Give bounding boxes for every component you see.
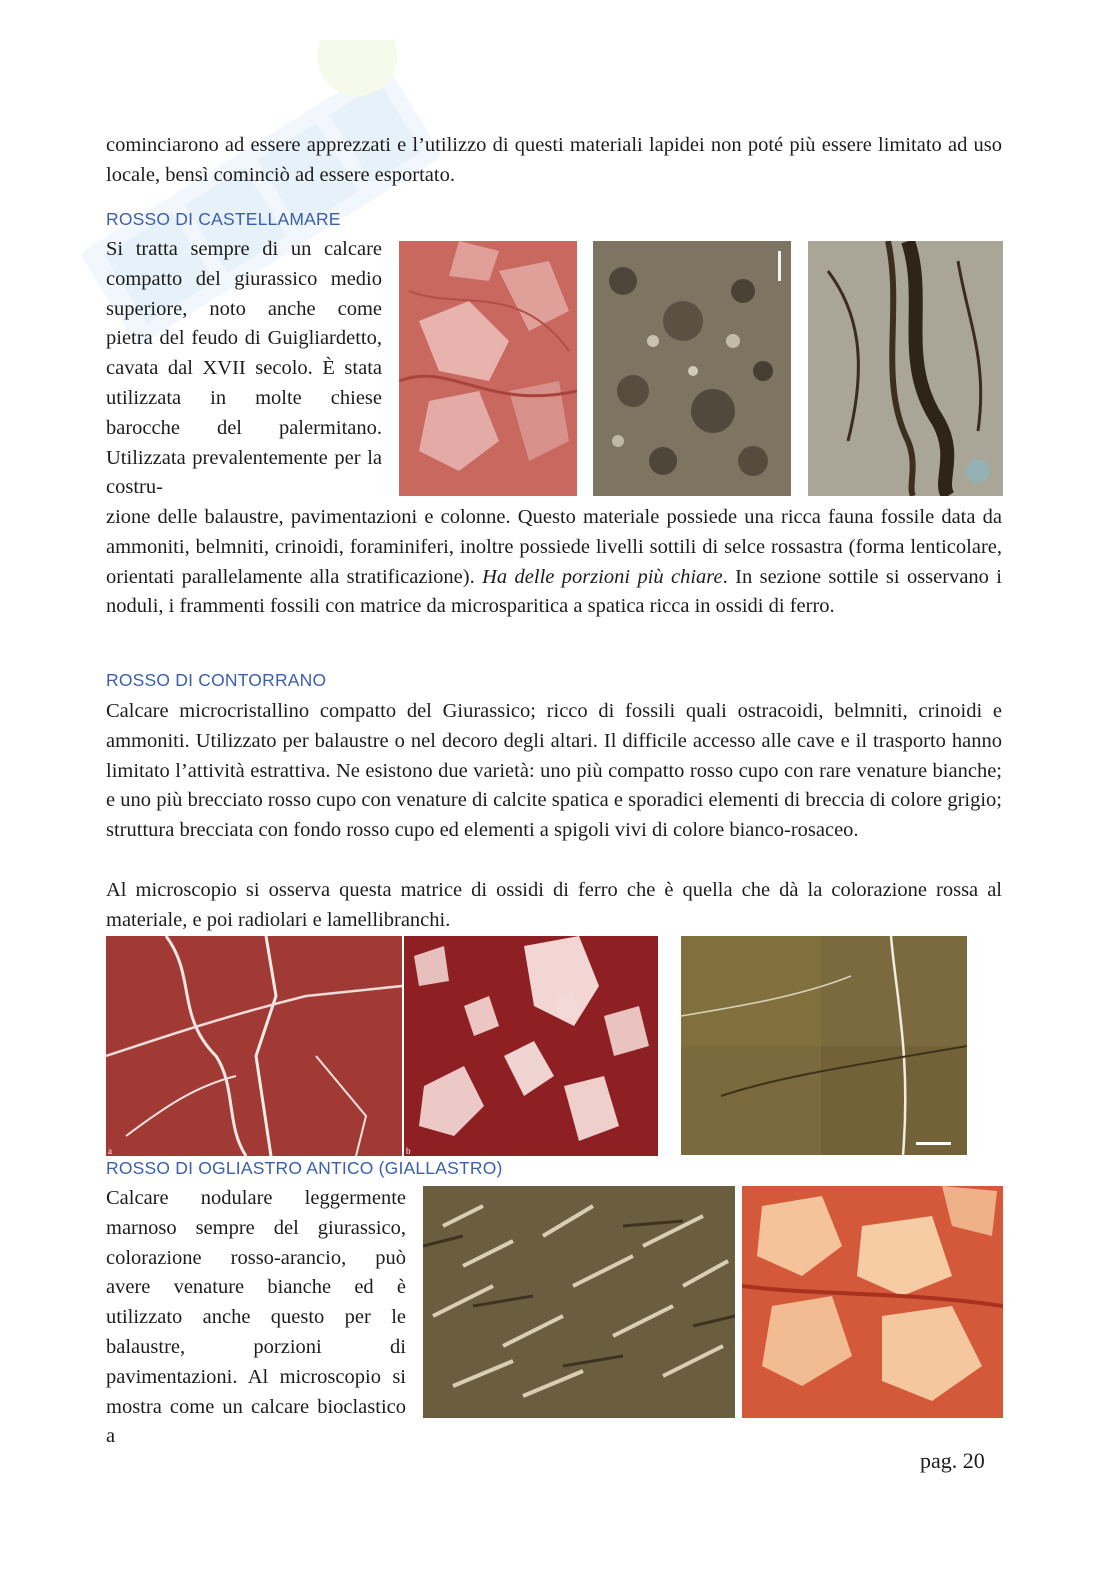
- contorrano-breccia-photo: [404, 936, 658, 1156]
- contorrano-microscope-photo: [681, 936, 967, 1155]
- castellamare-microscope-photo-2: [808, 241, 1003, 496]
- intro-paragraph: cominciarono ad essere apprezzati e l’utilizzo di questi materiali lapidei non poté più essere limitato ad uso locale, bensì cominciò ad essere esportato.: [106, 134, 1002, 186]
- section-heading-castellamare: ROSSO DI CASTELLAMARE: [106, 209, 341, 229]
- page-number: pag. 20: [920, 1448, 985, 1473]
- castellamare-text-full: zione delle balaustre, pavimentazioni e colonne. Questo materiale possiede una ricca fauna fossile data da ammoniti, belmniti, crinoidi, foraminiferi, inoltre possiede livelli sottili di selce rossastra (forma lenticolare, orientati parallelamente alla stratificazione).: [106, 506, 1002, 588]
- castellamare-wrap-text: Si tratta sempre di un calcare compatto del giurassico medio superiore, noto anche come pietra del feudo di Guigliardetto, cavata dal XVII secolo. È stata utilizzata in molte chiese barocche del palermitano. Utilizzata prevalentemente per la costru-: [106, 238, 382, 499]
- contorrano-compact-photo: [106, 936, 402, 1156]
- section-heading-contorrano: ROSSO DI CONTORRANO: [106, 670, 327, 690]
- castellamare-italic-text: Ha delle porzioni più chiare: [482, 565, 723, 588]
- ogliastro-microscope-photo: [423, 1186, 735, 1418]
- photo-label-a: a: [108, 1146, 112, 1156]
- castellamare-microscope-photo-1: [593, 241, 791, 496]
- section-heading-ogliastro: ROSSO DI OGLIASTRO ANTICO (GIALLASTRO): [106, 1158, 503, 1178]
- castellamare-slab-photo: [399, 241, 577, 496]
- ogliastro-slab-photo: [742, 1186, 1003, 1418]
- contorrano-text-2: Al microscopio si osserva questa matrice di ossidi di ferro che è quella che dà la colorazione rossa al materiale, e poi radiolari e lamellibranchi.: [106, 879, 1002, 931]
- ogliastro-wrap-text: Calcare nodulare leggermente marnoso sempre del giurassico, colorazione rosso-arancio, può avere venature bianche ed è utilizzato anche questo per le balaustre, porzioni di pavimentazioni. Al microscopio si mostra come un calcare bioclastico a: [106, 1187, 406, 1448]
- castellamare-text-end: . In sezione sottile si osservano i noduli, i frammenti fossili con matrice da microsparitica a spatica ricca in ossidi di ferro.: [106, 565, 1002, 618]
- contorrano-text-1: Calcare microcristallino compatto del Giurassico; ricco di fossili quali ostracoidi, belmniti, crinoidi e ammoniti. Utilizzato per balaustre o nel decoro degli altari. Il difficile accesso alle cave e il trasporto hanno limitato l’attività estrattiva. Ne esistono due varietà: uno più compatto rosso cupo con rare venature bianche; e uno più brecciato rosso cupo con venature di calcite spatica e sporadici elementi di breccia di colore grigio; struttura brecciata con fondo rosso cupo ed elementi a spigoli vivi di colore bianco-rosaceo.: [106, 700, 1002, 842]
- photo-label-b: b: [406, 1146, 411, 1156]
- castellamare-body-text: [106, 503, 1002, 622]
